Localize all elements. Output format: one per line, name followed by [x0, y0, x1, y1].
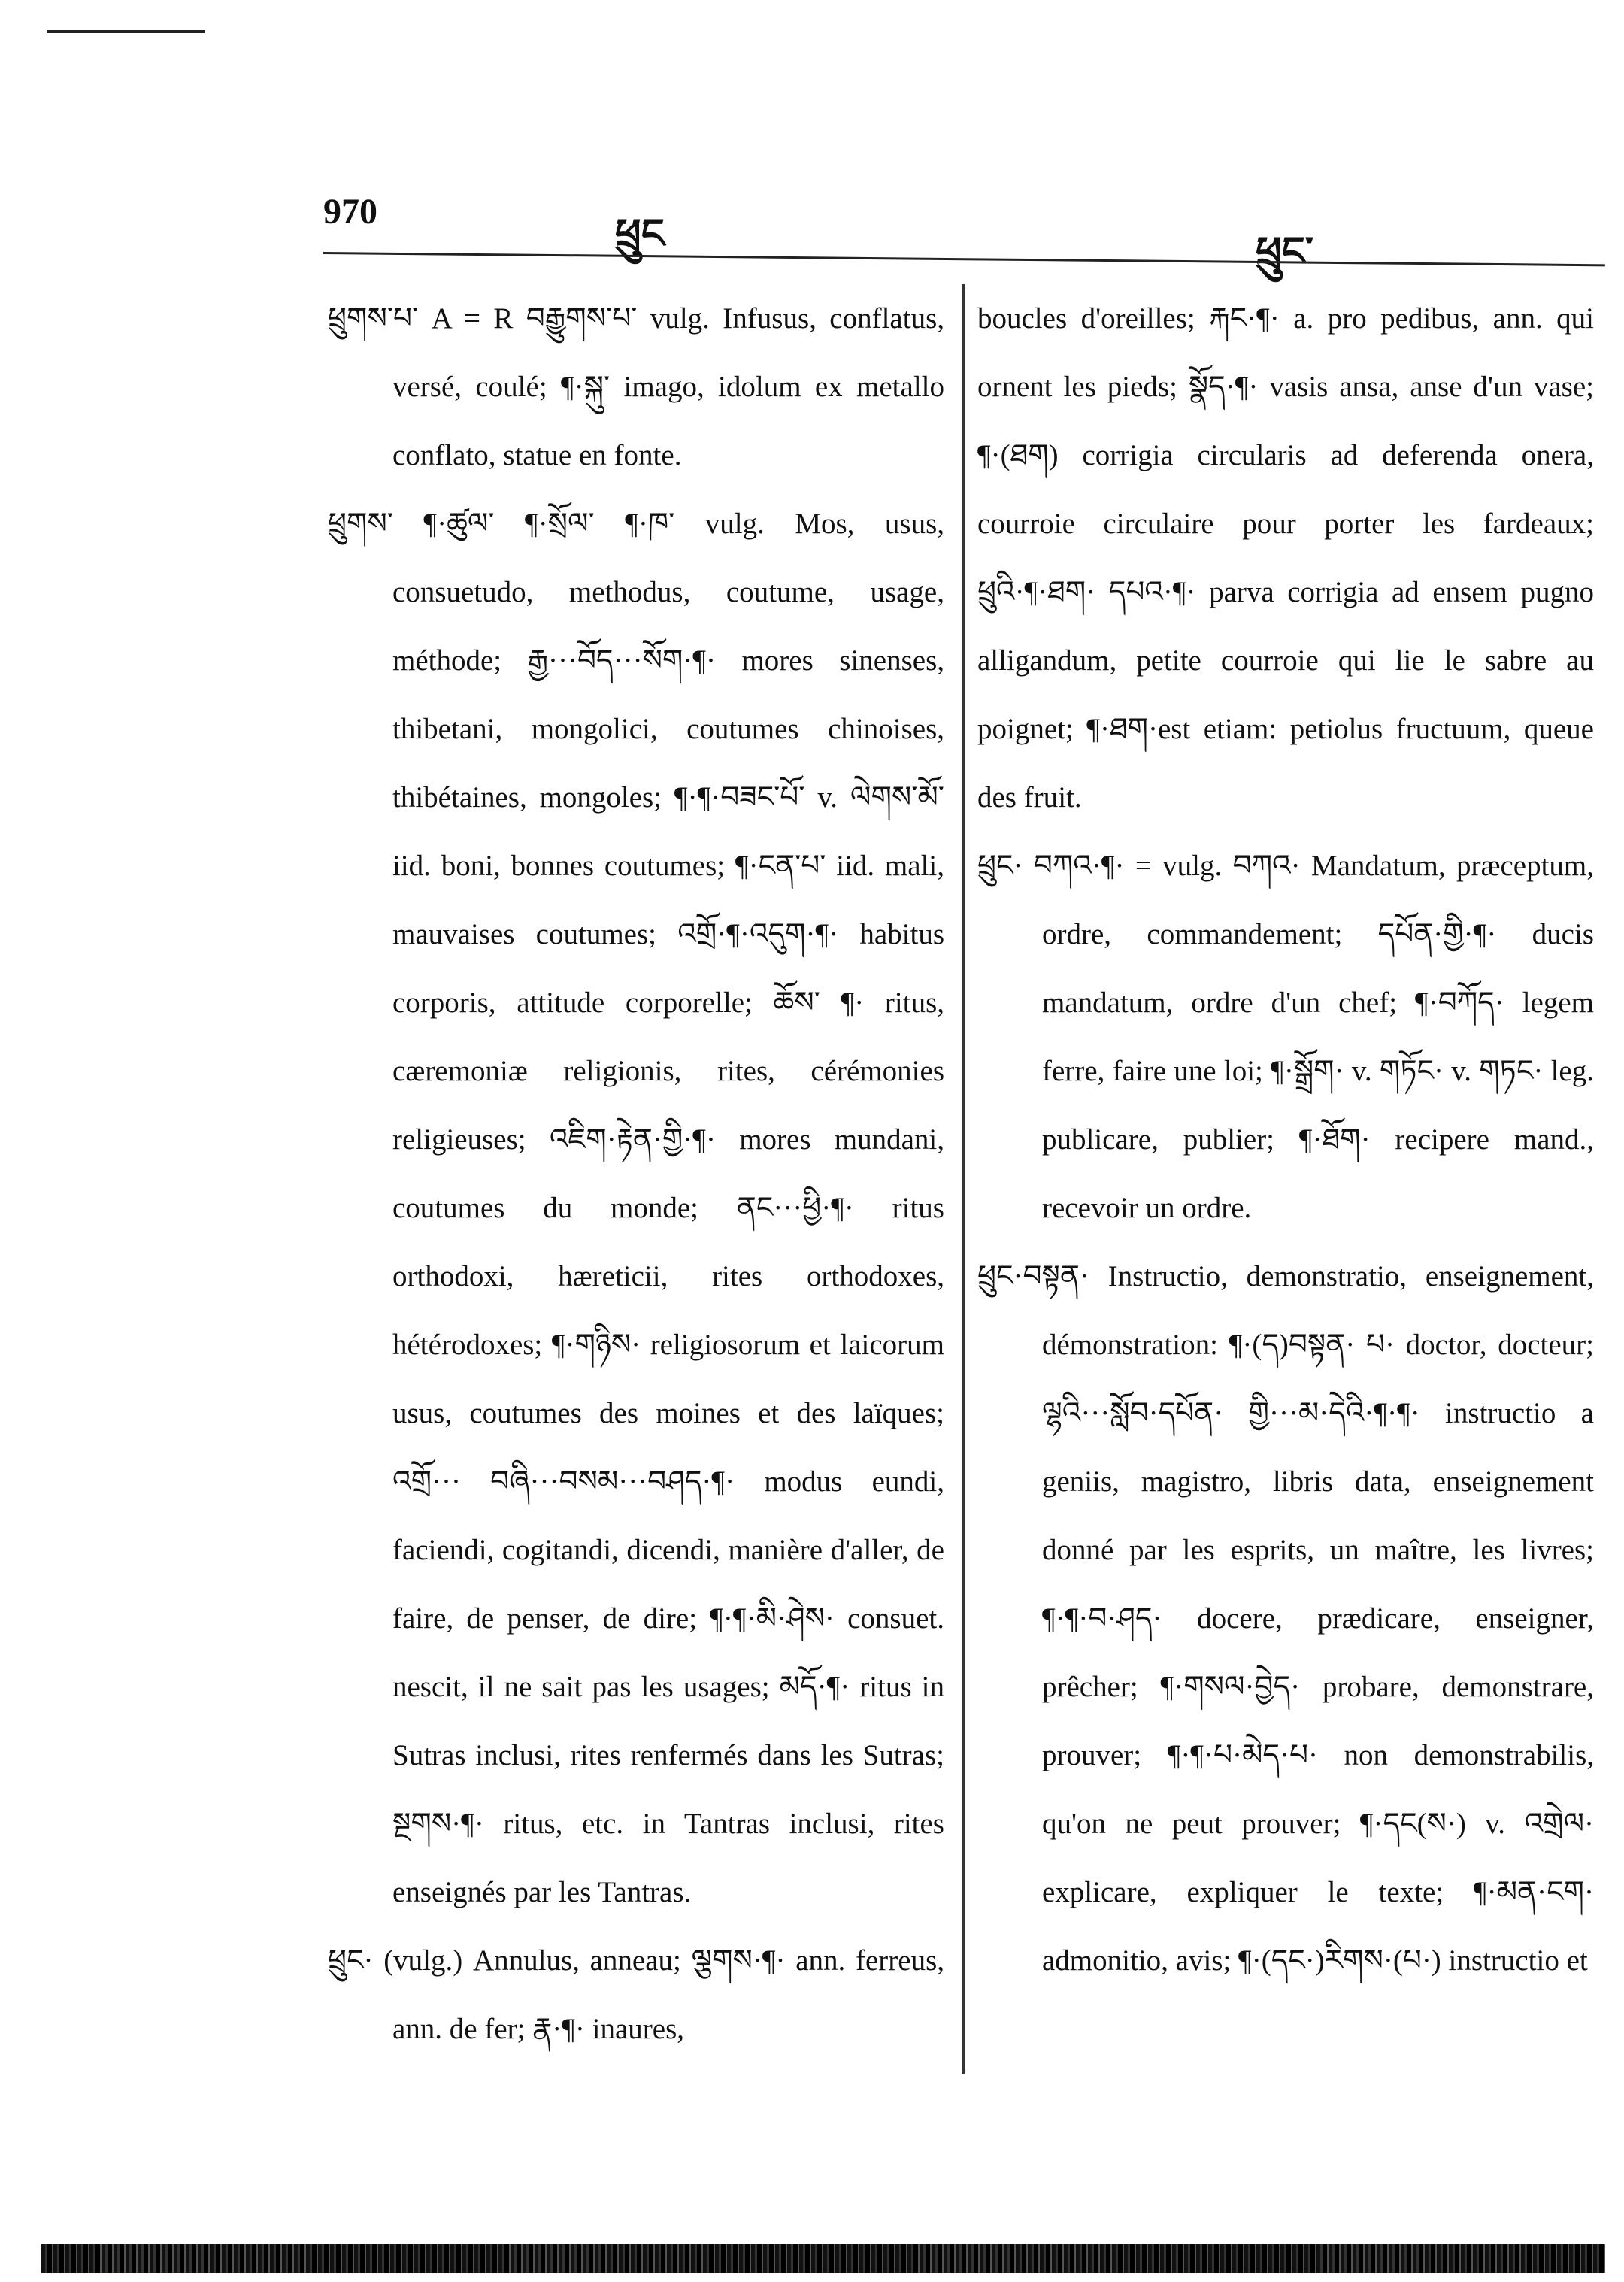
- dictionary-entry: ཕྲུགས་པ་ A = R བརྒྱུགས་པ་ vulg. Infusus, conflatus, versé, coulé; ¶·སྐུ་ imago, idolum ex metallo conflato, statue en fonte.: [328, 302, 944, 471]
- left-column: [328, 284, 944, 2063]
- dictionary-entry-continuation: boucles d'oreilles; རྐང·¶· a. pro pedibus, ann. qui ornent les pieds; སྣོད·¶· vasis ansa, anse d'un vase; ¶·(ཐག) corrigia circularis ad deferenda onera, courroie circulaire pour porter les fardeaux; ཕྲུའི·¶·ཐག· དཔའ·¶· parva corrigia ad ensem pugno alligandum, petite courroie qui lie le sabre au poignet; ¶·ཐག·est etiam: petiolus fructuum, queue des fruit.: [977, 302, 1594, 814]
- dictionary-entry: ཕྲུགས་ ¶·ཚུལ་ ¶·སྲོལ་ ¶·ཁ་ vulg. Mos, usus, consuetudo, methodus, coutume, usage, méthode; རྒྱ···བོད···སོག·¶· mores sinenses, thibetani, mongolici, coutumes chinoises, thibétaines, mongoles; ¶·¶·བཟང་པོ་ v. ལེགས་མོ་ iid. boni, bonnes coutumes; ¶·ངན་པ་ iid. mali, mauvaises coutumes; འགྲོ·¶·འདུག·¶· habitus corporis, attitude corporelle; ཆོས་ ¶· ritus, cæremoniæ religionis, rites, cérémonies religieuses; འཇིག·རྟེན·གྱི·¶· mores mundani, coutumes du monde; ནང···ཕྱི·¶· ritus orthodoxi, hæreticii, rites orthodoxes, hétérodoxes; ¶·གཉིས· religiosorum et laicorum usus, coutumes des moines et des laïques; འགྲོ··· བཞི···བསམ···བཤད·¶· modus eundi, faciendi, cogitandi, dicendi, manière d'aller, de faire, de penser, de dire; ¶·¶·མི·ཤེས· consuet. nescit, il ne sait pas les usages; མདོ·¶· ritus in Sutras inclusi, rites renfermés dans les Sutras; སྔགས·¶· ritus, etc. in Tantras inclusi, rites enseignés par les Tantras.: [328, 508, 944, 1908]
- column-divider: [962, 284, 965, 2074]
- right-column: [977, 284, 1594, 1995]
- dictionary-entry: ཕྲུང· (vulg.) Annulus, anneau; ལྕགས·¶· ann. ferreus, ann. de fer; རྣ·¶· inaures,: [328, 1944, 944, 2045]
- page-header: [0, 180, 1624, 274]
- dictionary-entry: ཕྲུང·བསྟན· Instructio, demonstratio, enseignement, démonstration: ¶·(ད)བསྟན· པ· doctor, docteur; ལྷའི···སློབ·དཔོན· གྱི···མ·དེའི·¶·¶· instructio a geniis, magistro, libris data, enseignement donné par les esprits, un maître, les livres; ¶·¶·བ·ཤད· docere, prædicare, enseigner, prêcher; ¶·གསལ·བྱེད· probare, demonstrare, prouver; ¶·¶·པ·མེད·པ· non demonstrabilis, qu'on ne peut prouver; ¶·དང(ས·) v. འགྲེལ· explicare, expliquer le texte; ¶·མན·ངག· admonitio, avis; ¶·(དང·)རིགས·(པ·) instructio et: [977, 1260, 1594, 1977]
- dictionary-entry: ཕྲུང· བཀའ·¶· = vulg. བཀའ· Mandatum, præceptum, ordre, commandement; དཔོན·གྱི·¶· ducis mandatum, ordre d'un chef; ¶·བཀོད· legem ferre, faire une loi; ¶·སྒྲོག· v. གཏོང· v. གཏང· leg. publicare, publier; ¶·ཐོག· recipere mand., recevoir un ordre.: [977, 850, 1594, 1224]
- page-number: 970: [323, 192, 377, 232]
- header-rule: [323, 252, 1605, 266]
- top-corner-rule: [47, 30, 205, 33]
- running-headword-left: ཕྲུང: [615, 211, 665, 256]
- scan-bottom-edge: [41, 2244, 1605, 2273]
- running-headword-right: ཕྲུང་: [1256, 229, 1314, 274]
